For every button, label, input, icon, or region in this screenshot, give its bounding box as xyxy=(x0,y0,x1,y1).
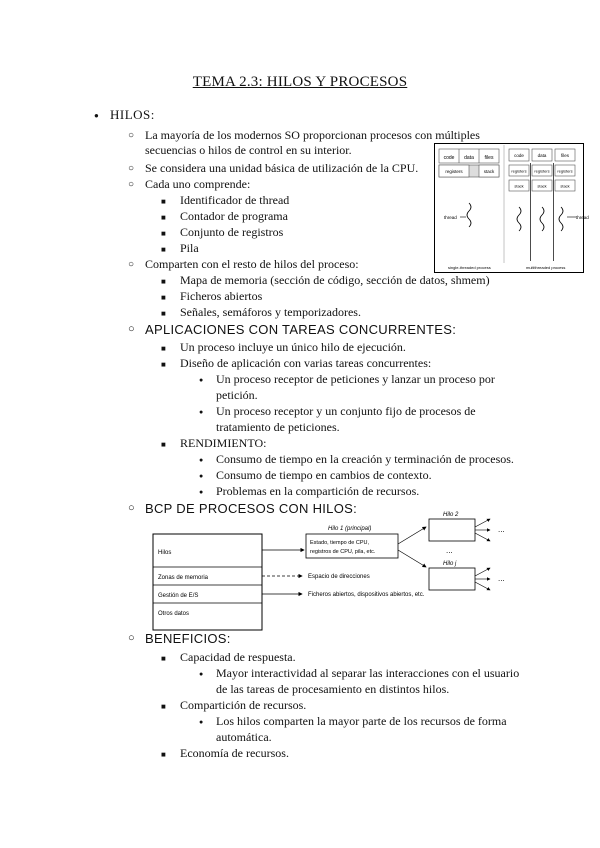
b2-sub-line2: automática. xyxy=(216,730,272,744)
square-bullet-icon: ■ xyxy=(161,213,166,222)
aplicaciones-a2: Diseño de aplicación con varias tareas concurrentes: xyxy=(180,356,432,370)
a2-sub1-line2: petición. xyxy=(216,388,258,402)
square-bullet-icon: ■ xyxy=(161,344,166,353)
square-bullet-icon: ■ xyxy=(161,360,166,369)
circle-bullet-icon: ○ xyxy=(128,259,135,270)
hiloj-dots: ... xyxy=(498,574,505,583)
rendimiento-text: Consumo de tiempo en cambios de contexto. xyxy=(216,468,432,482)
right-stack-cell: stack xyxy=(560,183,570,189)
comparten-text: Señales, semáforos y temporizadores. xyxy=(180,305,361,319)
hilo1-line1: Estado, tiempo de CPU, xyxy=(310,540,370,546)
hilos-item2-text: Se considera una unidad básica de utilización de la CPU. xyxy=(145,161,419,175)
right-stack-cell: stack xyxy=(537,183,547,189)
left-stack-cell: stack xyxy=(483,169,495,174)
right-registers-cell: registers xyxy=(557,168,573,174)
bullet-dot-icon: ● xyxy=(94,111,99,120)
a2-sub1-line1: Un proceso receptor de peticiones y lanzar un proceso por xyxy=(216,372,495,386)
square-bullet-icon: ■ xyxy=(161,293,166,302)
beneficio-b1: Capacidad de respuesta. xyxy=(180,650,296,664)
left-data-cell: data xyxy=(464,155,474,161)
right-code-cell: code xyxy=(514,153,524,158)
comprende-text: Pila xyxy=(180,241,199,255)
hilos-item1-line1: La mayoría de los modernos SO proporcionan procesos con múltiples xyxy=(145,128,480,142)
comprende-text: Conjunto de registros xyxy=(180,225,284,239)
bcp-heading: BCP DE PROCESOS CON HILOS: xyxy=(145,501,357,516)
aplicaciones-heading: APLICACIONES CON TAREAS CONCURRENTES: xyxy=(145,322,457,337)
b1-sub-line1: Mayor interactividad al separar las interacciones con el usuario xyxy=(216,666,520,680)
thread-figure xyxy=(434,143,589,273)
square-bullet-icon: ■ xyxy=(161,750,166,759)
beneficio-b3: Economía de recursos. xyxy=(180,746,289,760)
bullet-dot-icon: ● xyxy=(199,456,204,464)
hilos-item1-line2: secuencias o hilos de control en su interior. xyxy=(145,143,352,157)
square-bullet-icon: ■ xyxy=(161,245,166,254)
rendimiento-heading: RENDIMIENTO: xyxy=(180,436,267,450)
bullet-dot-icon: ● xyxy=(199,670,204,678)
circle-bullet-icon: ○ xyxy=(128,130,135,141)
square-bullet-icon: ■ xyxy=(161,277,166,286)
circle-bullet-icon: ○ xyxy=(128,179,135,190)
rendimiento-text: Problemas en la compartición de recursos. xyxy=(216,484,420,498)
a2-sub2-line1: Un proceso receptor y un conjunto fijo de procesos de xyxy=(216,404,476,418)
hilo2-dots: ... xyxy=(498,525,505,534)
right-registers-cell: registers xyxy=(534,168,550,174)
left-caption: single-threaded process xyxy=(448,265,491,270)
b2-sub-line1: Los hilos comparten la mayor parte de los recursos de forma xyxy=(216,714,507,728)
espacio-direcciones: Espacio de direcciones xyxy=(308,574,370,580)
hilos-item4-text: Comparten con el resto de hilos del proceso: xyxy=(145,257,359,271)
right-stack-cell: stack xyxy=(514,183,524,189)
a2-sub2-line2: tratamiento de peticiones. xyxy=(216,420,340,434)
comparten-text: Ficheros abiertos xyxy=(180,289,263,303)
hilo1-line2: registros de CPU, pila, etc. xyxy=(310,549,376,555)
beneficios-heading: BENEFICIOS: xyxy=(145,631,231,646)
left-code-cell: code xyxy=(443,155,455,161)
hilo2-label: Hilo 2 xyxy=(443,512,459,518)
middle-dots: ... xyxy=(446,546,453,555)
circle-bullet-icon: ○ xyxy=(128,502,135,514)
bullet-dot-icon: ● xyxy=(199,408,204,416)
right-registers-cell: registers xyxy=(511,168,527,174)
aplicaciones-a1: Un proceso incluye un único hilo de ejecución. xyxy=(180,340,406,354)
right-thread-label: thread xyxy=(576,215,589,220)
square-bullet-icon: ■ xyxy=(161,702,166,711)
comprende-text: Contador de programa xyxy=(180,209,288,223)
bullet-dot-icon: ● xyxy=(199,472,204,480)
hilos-heading: HILOS: xyxy=(110,107,155,122)
circle-bullet-icon: ○ xyxy=(128,163,135,174)
circle-bullet-icon: ○ xyxy=(128,632,135,644)
square-bullet-icon: ■ xyxy=(161,654,166,663)
square-bullet-icon: ■ xyxy=(161,309,166,318)
square-bullet-icon: ■ xyxy=(161,229,166,238)
right-files-cell: files xyxy=(560,153,570,158)
bullet-dot-icon: ● xyxy=(199,376,204,384)
left-registers-cell: registers xyxy=(445,169,463,174)
row-gestion-es: Gestión de E/S xyxy=(158,593,199,599)
comprende-text: Identificador de thread xyxy=(180,193,290,207)
row-zonas-memoria: Zonas de memoria xyxy=(158,575,209,581)
right-data-cell: data xyxy=(537,153,547,158)
row-hilos: Hilos xyxy=(158,550,172,556)
square-bullet-icon: ■ xyxy=(161,197,166,206)
square-bullet-icon: ■ xyxy=(161,440,166,449)
ficheros-abiertos: Ficheros abiertos, dispositivos abiertos, etc. xyxy=(308,592,425,598)
left-thread-label: thread xyxy=(444,215,457,220)
b1-sub-line2: de las tareas de procesamiento en distintos hilos. xyxy=(216,682,450,696)
beneficio-b2: Compartición de recursos. xyxy=(180,698,307,712)
row-otros-datos: Otros datos xyxy=(158,611,190,617)
circle-bullet-icon: ○ xyxy=(128,323,135,335)
hilo1-label: Hilo 1 (principal) xyxy=(328,526,372,532)
page-title: TEMA 2.3: HILOS Y PROCESOS xyxy=(192,74,408,90)
rendimiento-text: Consumo de tiempo en la creación y terminación de procesos. xyxy=(216,452,514,466)
right-caption: multithreaded process xyxy=(526,265,566,270)
comparten-text: Mapa de memoria (sección de código, sección de datos, shmem) xyxy=(180,273,490,287)
bcp-diagram xyxy=(152,512,528,633)
hilos-item3-text: Cada uno comprende: xyxy=(145,177,251,191)
bullet-dot-icon: ● xyxy=(199,718,204,726)
bullet-dot-icon: ● xyxy=(199,488,204,496)
hiloj-label: Hilo j xyxy=(443,561,457,567)
left-files-cell: files xyxy=(484,155,494,161)
